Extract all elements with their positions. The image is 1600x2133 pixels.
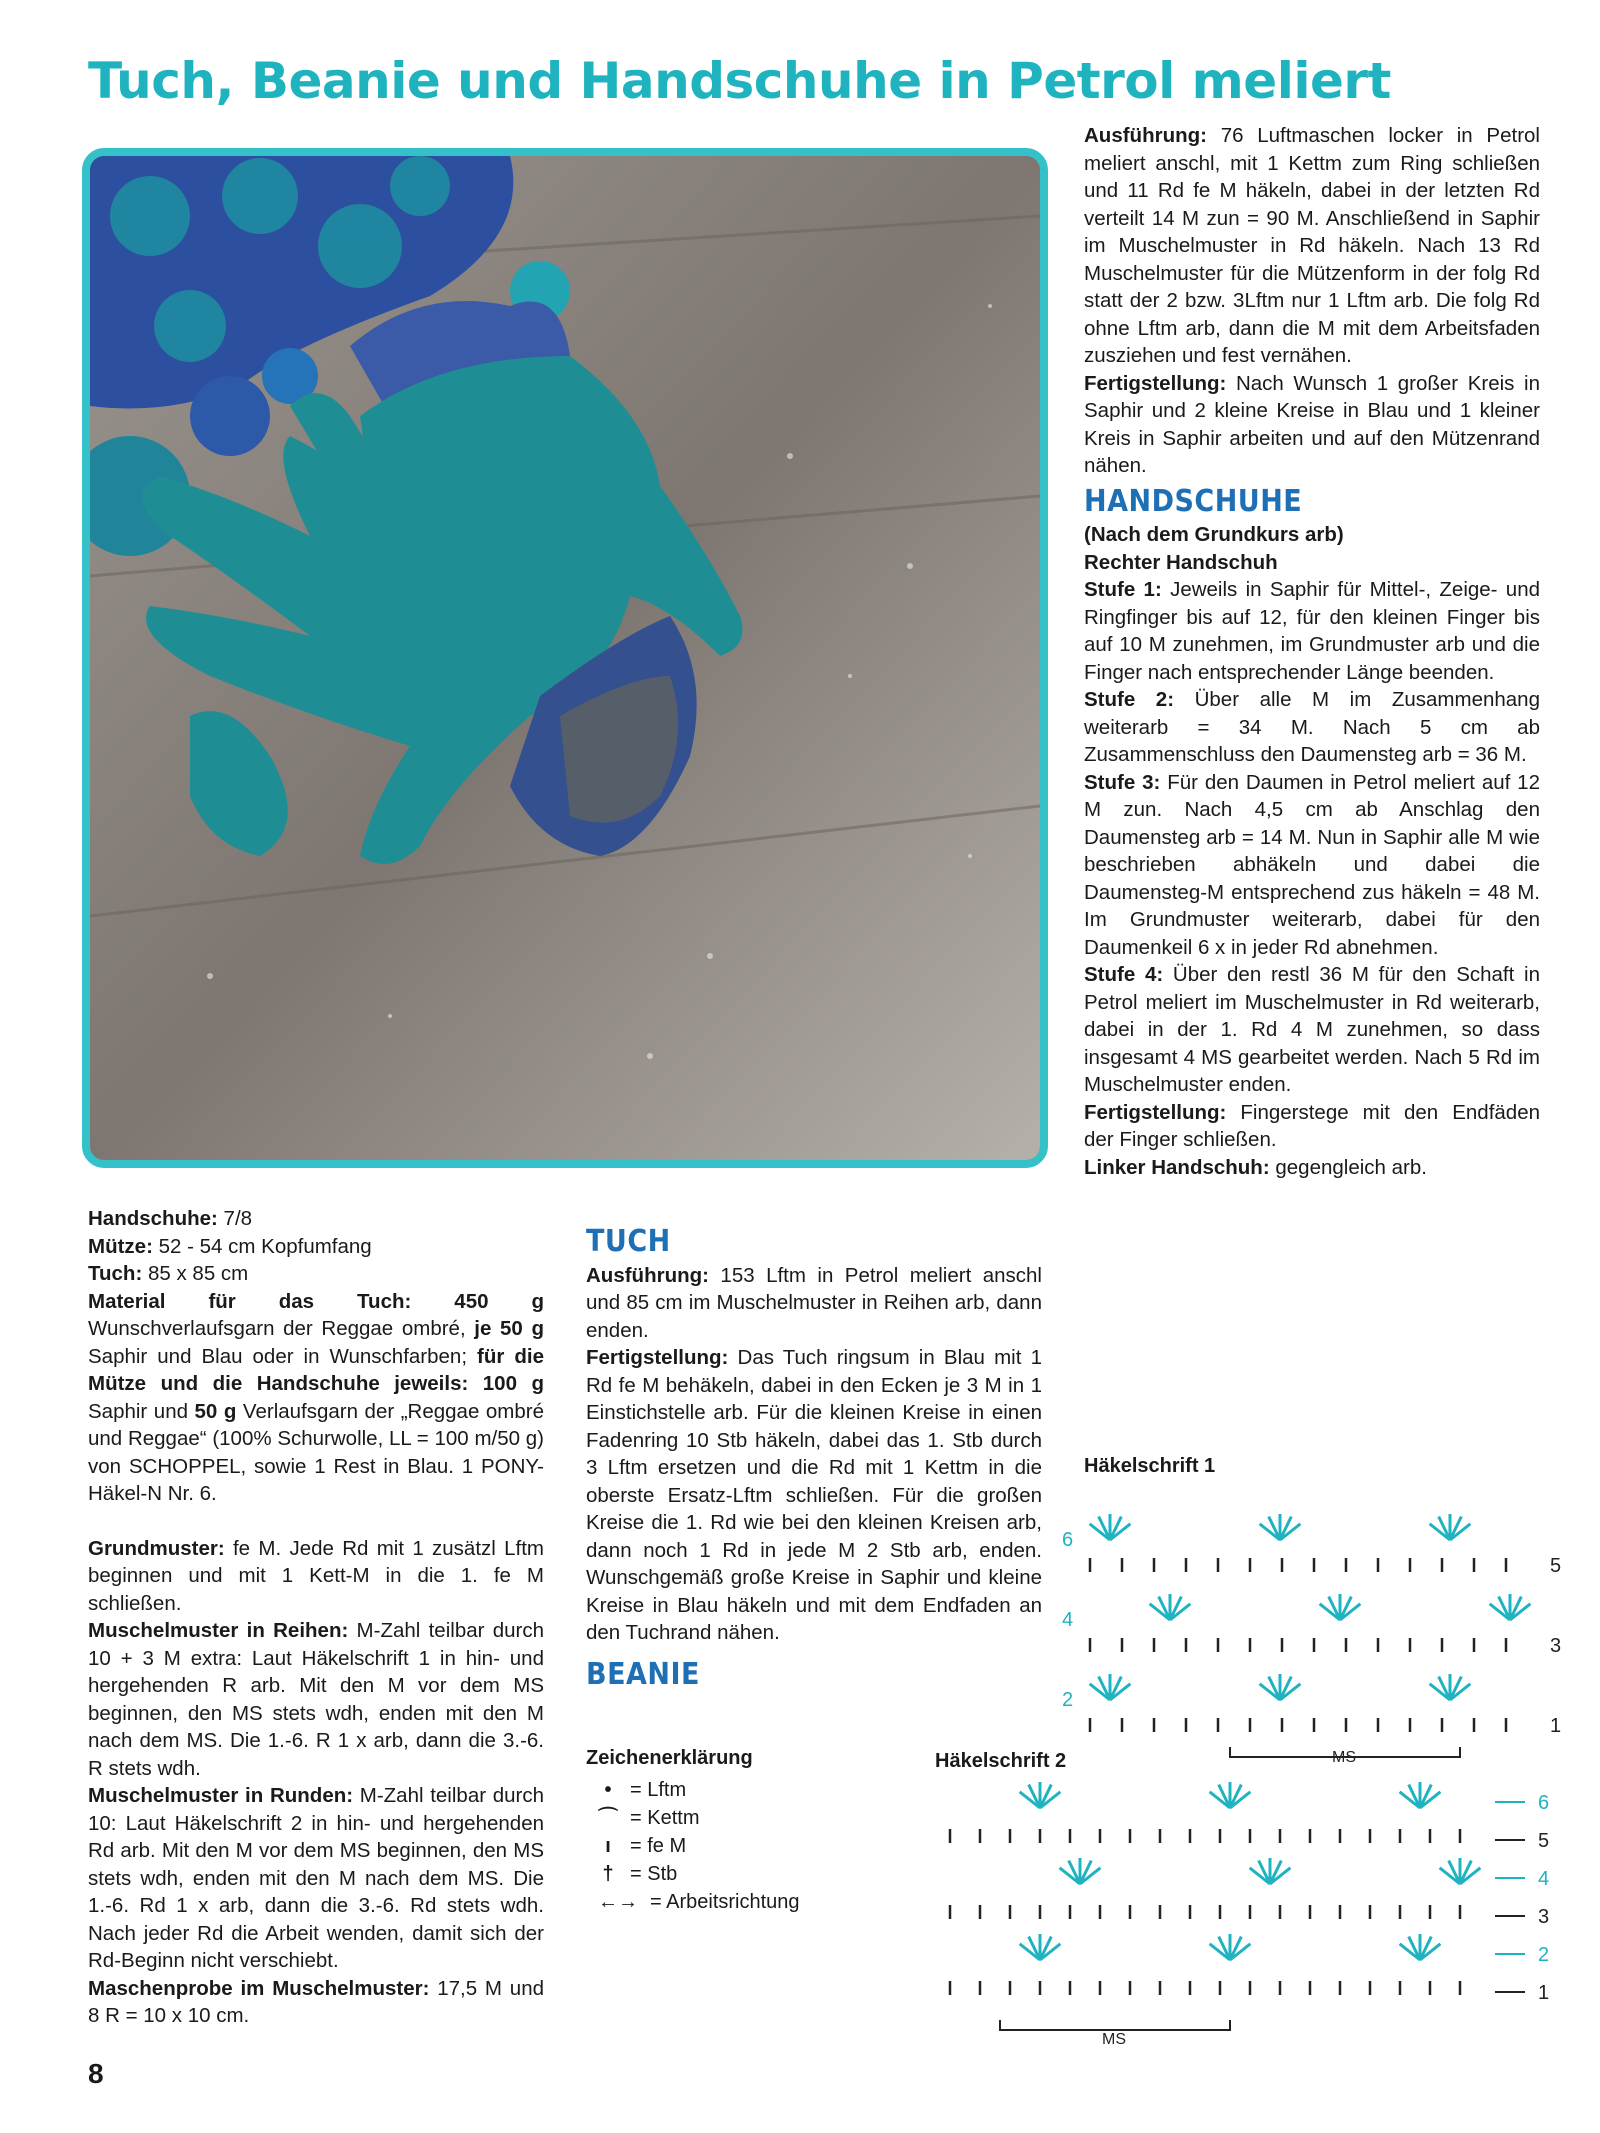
row-number-right: 1 xyxy=(1550,1715,1562,1737)
row-number: 6 xyxy=(1538,1792,1550,1814)
page-title: Tuch, Beanie und Handschuhe in Petrol meliert xyxy=(88,52,1391,110)
beanie-fertigstellung: Fertigstellung: Nach Wunsch 1 großer Kreis in Saphir und 2 kleine Kreise in Blau und 1 kleiner Kreis in Saphir arbeiten und auf den Mützenrand nähen. xyxy=(1084,371,1540,477)
double-crochet-icon: † xyxy=(602,1862,614,1885)
direction-arrows-icon: ←→ xyxy=(598,1890,638,1913)
crochet-chart-2 xyxy=(930,1778,1570,2048)
handschuhe-step: Stufe 2: Über alle M im Zusammenhang weiterarb = 34 M. Nach 5 cm ab Zusammenschluss den Daumensteg arb = 36 M. xyxy=(1084,688,1540,766)
handschuhe-step: Stufe 1: Jeweils in Saphir für Mittel-, Zeige- und Ringfinger bis auf 12, für den kleinen Finger bis auf 10 M zunehmen, im Grundmuster arb und die Finger nach entsprechender Länge beenden. xyxy=(1084,578,1540,684)
tuch-fertigstellung: Fertigstellung: Das Tuch ringsum in Blau mit 1 Rd fe M behäkeln, dabei in den Ecken je 3 M in 1 Einstichstelle arb. Für die kleinen Kreise in einen Fadenring 10 Stb häkeln, dabei das 1. Stb durch 3 Lftm ersetzen und die Rd mit 1 Kettm in die oberste Ersatz-Lftm schließen. Für die großen Kreise die 1. Rd wie bei den kleinen Kreisen arb, dann noch 1 Rd in jede M 2 Stb arb, enden. Wunschgemäß große Kreise in Saphir und kleine Kreise in Blau häkeln und mit dem Endfaden an den Tuchrand nähen. xyxy=(586,1346,1042,1644)
handschuhe-step: Fertigstellung: Fingerstege mit den Endfäden der Finger schließen. xyxy=(1084,1100,1540,1151)
beanie-instructions xyxy=(1084,122,1540,1181)
slip-stitch-icon: ⌒ xyxy=(598,1806,618,1829)
legend-item: ⌒ = Kettm xyxy=(586,1805,800,1833)
handschuhe-step: Linker Handschuh: gegengleich arb. xyxy=(1084,1155,1427,1179)
beanie-ausfuehrung: Ausführung: 76 Luftmaschen locker in Petrol meliert anschl, mit 1 Kettm zum Ring schließen und 11 Rd fe M häkeln, dabei in der letzten Rd verteilt 14 M zun = 90 M. Anschließend in Saphir im Muschelmuster in Rd häkeln. Nach 13 Rd Muschelmuster für die Mützenform in der folg Rd statt der 2 bzw. 3Lftm nur 1 Lftm arb. Die folg Rd ohne Lftm arb, dann die M mit dem Arbeitsfaden zusziehen und fest vernähen. xyxy=(1084,124,1540,367)
symbol-legend xyxy=(586,1745,800,1917)
size-line: Mütze: 52 - 54 cm Kopfumfang xyxy=(88,1234,372,1258)
row-number-left: 4 xyxy=(1062,1609,1074,1631)
size-line: Tuch: 85 x 85 cm xyxy=(88,1262,249,1285)
material-text: Material für das Tuch: 450 g Wunschverlaufsgarn der Reggae ombré, je 50 g Saphir und Blau oder in Wunschfarben; für die Mütze und die Handschuhe jeweils: 100 g Saphir und 50 g Verlaufsgarn der „Reggae ombré und Reggae“ (100% Schurwolle, LL = 100 m/50 g) von SCHOPPEL, sowie 1 Rest in Blau. 1 PONY-Häkel-N Nr. 6. xyxy=(88,1289,544,1505)
handschuhe-subtitle: (Nach dem Grundkurs arb) xyxy=(1084,523,1344,546)
repeat-bracket xyxy=(1000,2020,1230,2030)
handschuhe-step: Stufe 3: Für den Daumen in Petrol meliert auf 12 M zun. Nach 4,5 cm ab Anschlag den Daumensteg arb = 14 M. Nun in Saphir alle M wie beschrieben abhäkeln und dabei die Daumensteg-M entsprechend zus häkeln = 48 M. Im Grundmuster weiterarb, dabei für den Daumenkeil 6 x in jeder Rd abnehmen. xyxy=(1084,770,1540,959)
repeat-label: MS xyxy=(1102,2031,1126,2048)
maschenprobe: Maschenprobe im Muschelmuster: 17,5 M und 8 R = 10 x 10 cm. xyxy=(88,1976,544,2027)
glove-photo xyxy=(82,148,1048,1168)
row-number: 2 xyxy=(1538,1944,1550,1966)
pattern-grundmuster: Grundmuster: fe M. Jede Rd mit 1 zusätzl Lftm beginnen und mit 1 Kett-M in die 1. fe M schließen. xyxy=(88,1536,544,1615)
handschuhe-heading: HANDSCHUHE xyxy=(1084,483,1303,519)
tuch-ausfuehrung: Ausführung: 153 Lftm in Petrol meliert anschl und 85 cm im Muschelmuster in Reihen arb, dann enden. xyxy=(586,1263,1042,1342)
page-number: 8 xyxy=(88,2058,104,2089)
beanie-heading: BEANIE xyxy=(586,1656,700,1692)
pattern-reihen: Muschelmuster in Reihen: M-Zahl teilbar durch 10 + 3 M extra: Laut Häkelschrift 1 in hin- und hergehenden R arb. Mit den M vor dem MS beginnen, den MS stets wdh, enden mit den M nach dem MS. Die 1.-6. R 1 x arb, dann die 3.-6. R stets wdh. xyxy=(88,1619,544,1780)
repeat-label: MS xyxy=(1332,1749,1356,1765)
row-number-right: 5 xyxy=(1550,1555,1562,1577)
handschuhe-right-glove: Rechter Handschuh xyxy=(1084,550,1278,574)
chart1-label: Häkelschrift 1 xyxy=(1084,1455,1216,1477)
pattern-runden: Muschelmuster in Runden: M-Zahl teilbar durch 10: Laut Häkelschrift 2 in hin- und hergehenden Rd arb. Mit den M vor dem MS beginnen, den MS stets wdh, enden mit den M nach dem MS. Die 1.-6. Rd 1 x arb, dann die 3.-6. Rd stets wdh. Nach jeder Rd die Arbeit wenden, damit sich der Rd-Beginn nicht verschiebt. xyxy=(88,1784,545,1972)
row-number: 1 xyxy=(1538,1982,1550,2004)
row-number: 5 xyxy=(1538,1830,1550,1852)
row-number: 3 xyxy=(1538,1906,1550,1928)
chart2-label: Häkelschrift 2 xyxy=(935,1750,1067,1772)
legend-item: ı = fe M xyxy=(586,1833,800,1861)
crochet-chart-1 xyxy=(1050,1485,1580,1765)
size-line: Handschuhe: 7/8 xyxy=(88,1207,253,1230)
tuch-column xyxy=(586,1224,1042,1694)
legend-title: Zeichenerklärung xyxy=(586,1747,753,1769)
row-number-left: 2 xyxy=(1062,1689,1074,1711)
tuch-heading: TUCH xyxy=(586,1224,671,1259)
chain-stitch-icon: • xyxy=(604,1778,612,1801)
legend-item: † = Stb xyxy=(586,1861,800,1889)
row-number: 4 xyxy=(1538,1868,1550,1890)
row-number-right: 3 xyxy=(1550,1635,1562,1657)
materials-column xyxy=(88,1205,544,2030)
handschuhe-step: Stufe 4: Über den restl 36 M für den Schaft in Petrol meliert im Muschelmuster in Rd weiterarb, dabei in der 1. Rd 4 M zunehmen, so dass insgesamt 4 MS gearbeitet werden. Nach 5 Rd im Muschelmuster enden. xyxy=(1084,963,1540,1096)
legend-item: • = Lftm xyxy=(586,1777,800,1805)
row-number-left: 6 xyxy=(1062,1529,1074,1551)
legend-item: ←→ = Arbeitsrichtung xyxy=(586,1889,800,1917)
single-crochet-icon: ı xyxy=(605,1834,611,1857)
